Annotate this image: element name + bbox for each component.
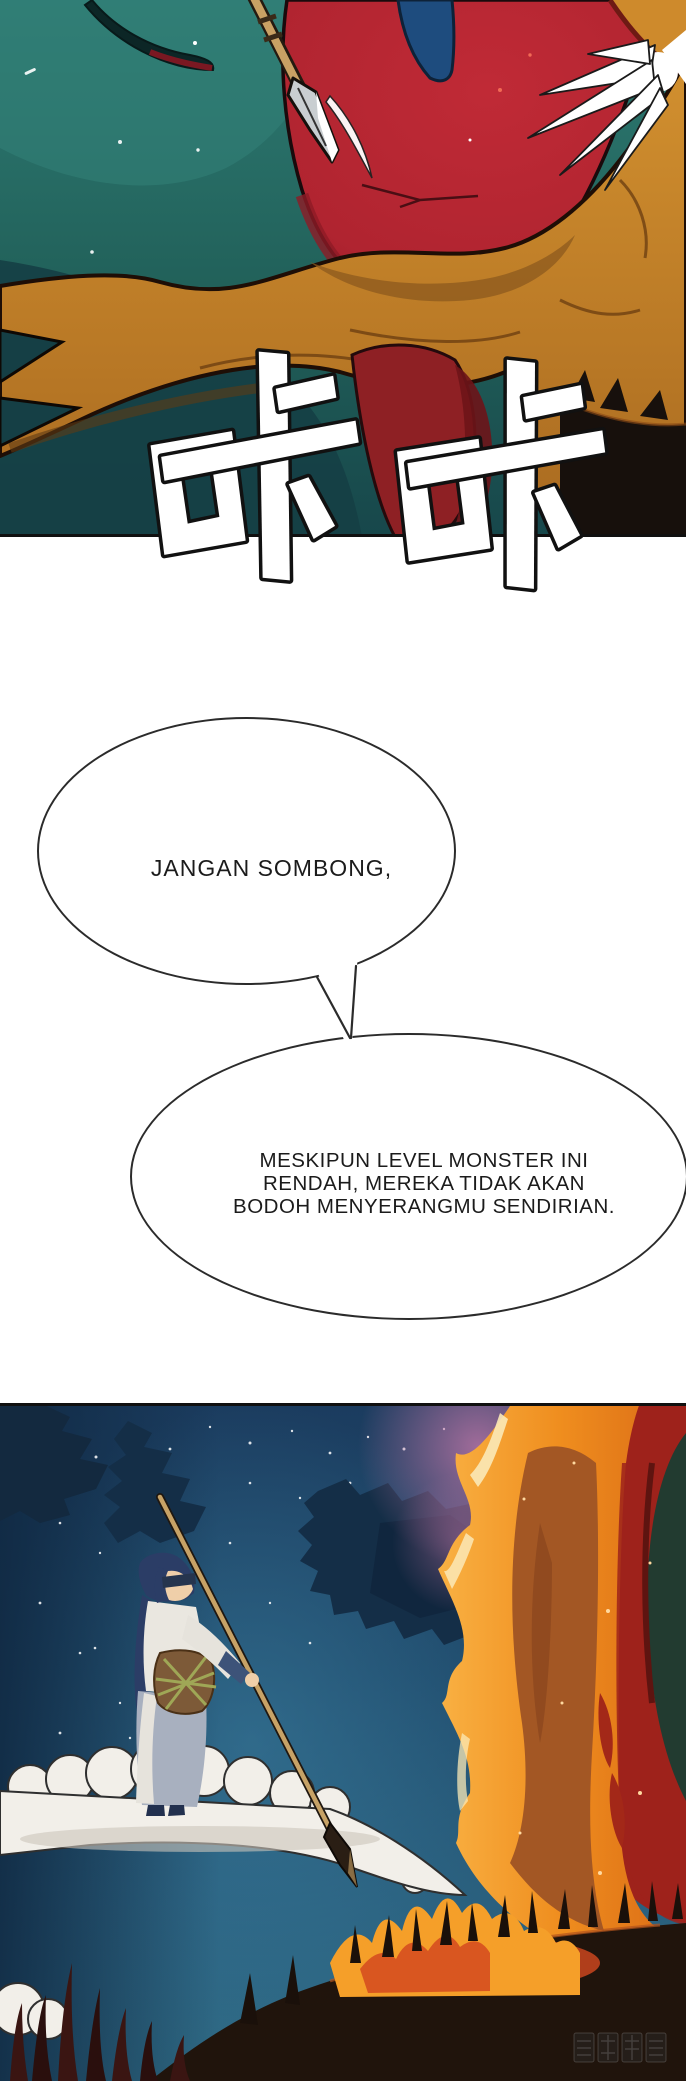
sfx-kaka [140,336,622,612]
speech-bubble-2-line-3: BODOH MENYERANGMU SENDIRIAN. [233,1195,615,1218]
sfx-char-2 [394,356,610,593]
speech-bubble-2-line-2: RENDAH, MEREKA TIDAK AKAN [263,1172,585,1195]
speech-bubble-tail [300,940,380,1050]
sfx-char-1 [146,347,366,588]
satchel [154,1650,216,1714]
panel-bottom [0,1403,686,2081]
speech-bubble-2 [130,1033,686,1320]
panel-bottom-border [0,1403,686,1406]
speech-bubble-2-line-1: MESKIPUN LEVEL MONSTER INI [259,1149,589,1172]
panel-bottom-art [0,1403,686,2081]
hand [245,1673,259,1687]
speech-bubble-1 [37,717,456,985]
speech-bubble-1-text: JANGAN SOMBONG, [150,854,393,881]
